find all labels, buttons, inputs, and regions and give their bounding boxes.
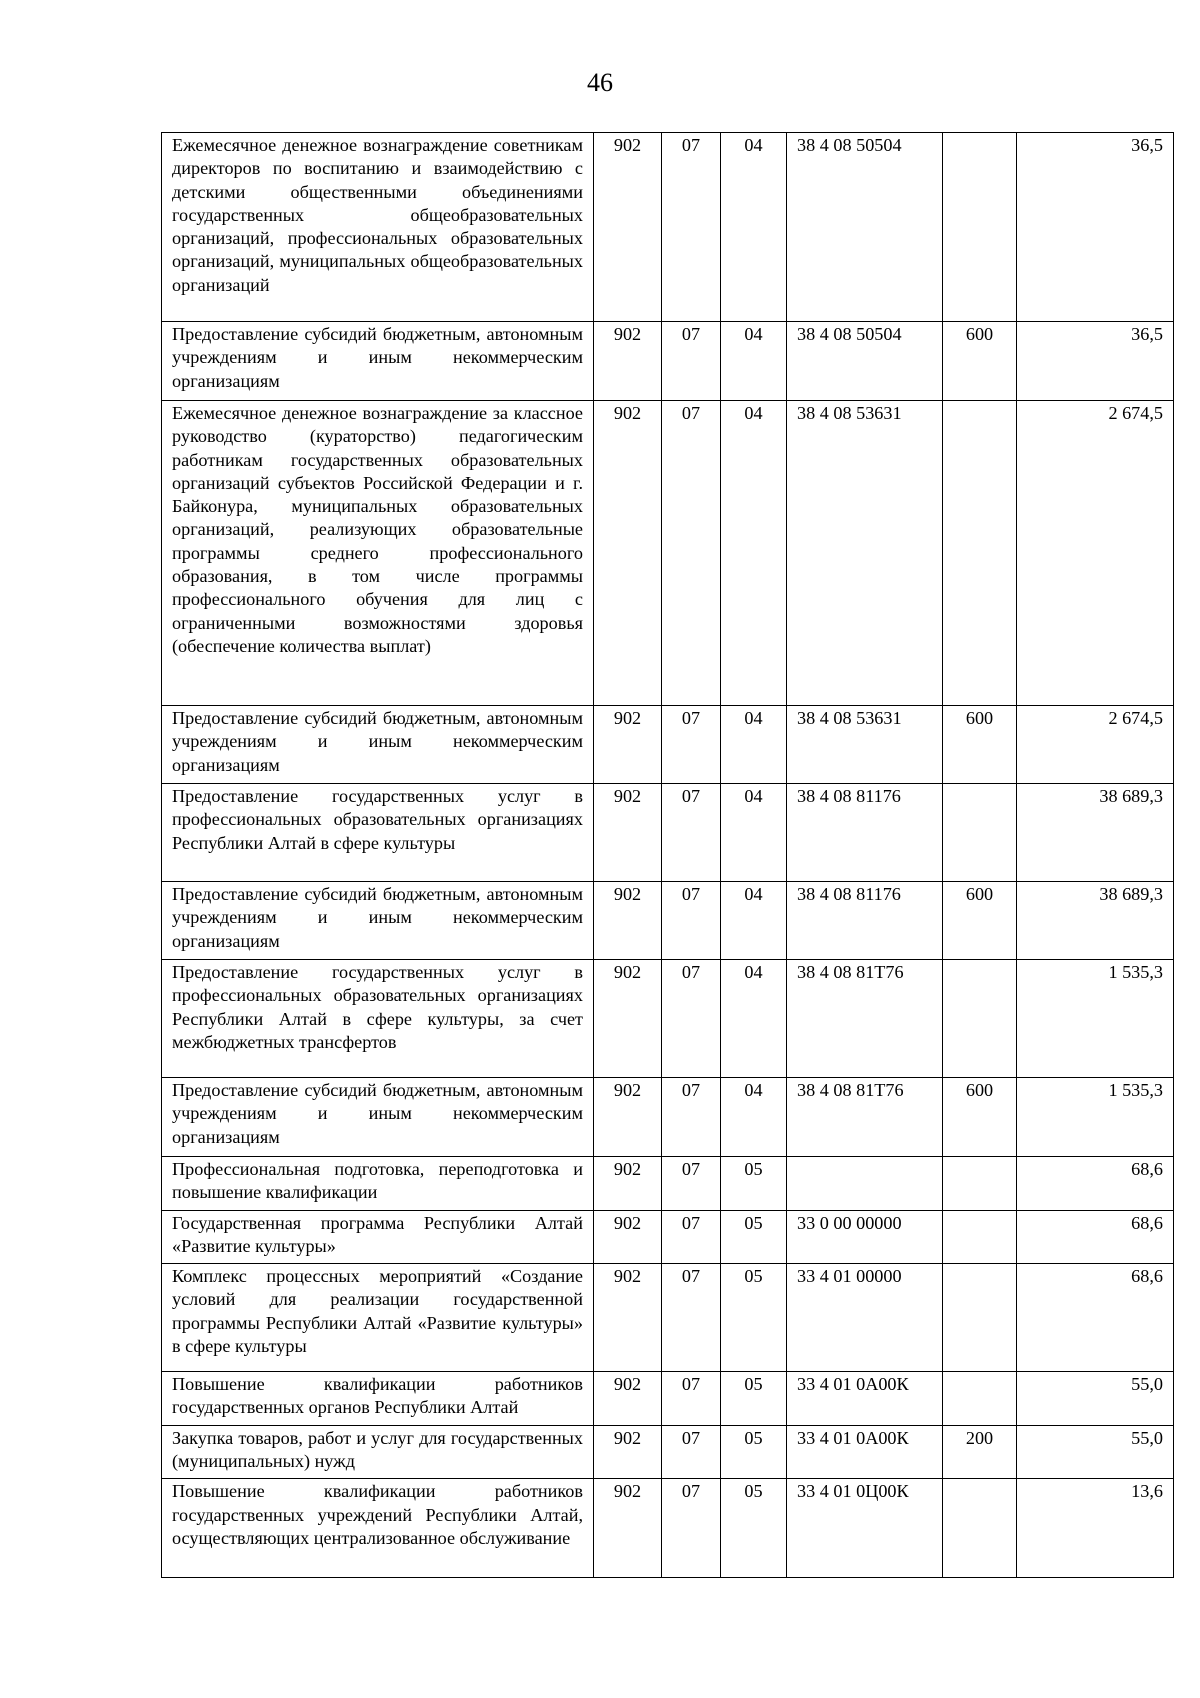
row-csr [787, 1157, 943, 1211]
row-rz: 07 [662, 706, 721, 784]
row-ved: 902 [594, 1157, 662, 1211]
row-name: Ежемесячное денежное вознаграждение советникам директоров по воспитанию и взаимодействию с детскими общественными объединениями государственных общеобразовательных организаций, профессиональных образовательных организаций, муниципальных общеобразовательных организаций [162, 133, 594, 322]
row-ved: 902 [594, 1372, 662, 1426]
row-csr: 33 4 01 0А00К [787, 1372, 943, 1426]
row-rz: 07 [662, 882, 721, 960]
row-csr: 38 4 08 50504 [787, 322, 943, 401]
row-vr [943, 1479, 1017, 1578]
row-name: Комплекс процессных мероприятий «Создание условий для реализации государственной программы Республики Алтай «Развитие культуры» в сфере культуры [162, 1264, 594, 1372]
row-rz: 07 [662, 1372, 721, 1426]
row-sum: 38 689,3 [1017, 784, 1174, 882]
table-row [162, 1425, 1174, 1479]
row-vr [943, 784, 1017, 882]
row-rz: 07 [662, 1078, 721, 1157]
table-row [162, 706, 1174, 784]
row-vr [943, 1157, 1017, 1211]
table-row [162, 1078, 1174, 1157]
row-sum: 68,6 [1017, 1210, 1174, 1264]
row-csr: 33 0 00 00000 [787, 1210, 943, 1264]
row-pr: 04 [721, 706, 787, 784]
table-row [162, 401, 1174, 706]
row-csr: 33 4 01 0Ц00К [787, 1479, 943, 1578]
row-csr: 38 4 08 81Т76 [787, 960, 943, 1078]
row-csr: 38 4 08 81176 [787, 882, 943, 960]
row-sum: 13,6 [1017, 1479, 1174, 1578]
row-sum: 38 689,3 [1017, 882, 1174, 960]
row-vr: 600 [943, 882, 1017, 960]
row-name: Предоставление субсидий бюджетным, автономным учреждениям и иным некоммерческим организациям [162, 706, 594, 784]
row-rz: 07 [662, 133, 721, 322]
row-rz: 07 [662, 1479, 721, 1578]
table-row [162, 882, 1174, 960]
row-pr: 05 [721, 1157, 787, 1211]
row-name: Профессиональная подготовка, переподготовка и повышение квалификации [162, 1157, 594, 1211]
row-name: Предоставление государственных услуг в профессиональных образовательных организациях Республики Алтай в сфере культуры [162, 784, 594, 882]
row-pr: 05 [721, 1210, 787, 1264]
row-ved: 902 [594, 1264, 662, 1372]
row-ved: 902 [594, 1479, 662, 1578]
row-pr: 04 [721, 401, 787, 706]
row-vr [943, 401, 1017, 706]
row-ved: 902 [594, 133, 662, 322]
row-ved: 902 [594, 401, 662, 706]
row-pr: 04 [721, 133, 787, 322]
row-vr [943, 1372, 1017, 1426]
row-name: Предоставление субсидий бюджетным, автономным учреждениям и иным некоммерческим организациям [162, 1078, 594, 1157]
table-row [162, 322, 1174, 401]
row-name: Закупка товаров, работ и услуг для государственных (муниципальных) нужд [162, 1425, 594, 1479]
row-ved: 902 [594, 1078, 662, 1157]
page-number: 46 [587, 68, 613, 97]
row-sum: 36,5 [1017, 322, 1174, 401]
table-row [162, 1157, 1174, 1211]
row-sum: 55,0 [1017, 1372, 1174, 1426]
row-pr: 05 [721, 1372, 787, 1426]
row-name: Повышение квалификации работников государственных органов Республики Алтай [162, 1372, 594, 1426]
row-vr: 200 [943, 1425, 1017, 1479]
row-name: Предоставление субсидий бюджетным, автономным учреждениям и иным некоммерческим организациям [162, 882, 594, 960]
row-pr: 04 [721, 960, 787, 1078]
row-csr: 33 4 01 0А00К [787, 1425, 943, 1479]
row-ved: 902 [594, 322, 662, 401]
row-vr [943, 1210, 1017, 1264]
row-sum: 68,6 [1017, 1157, 1174, 1211]
row-name: Государственная программа Республики Алтай «Развитие культуры» [162, 1210, 594, 1264]
row-rz: 07 [662, 322, 721, 401]
row-pr: 04 [721, 882, 787, 960]
row-sum: 68,6 [1017, 1264, 1174, 1372]
row-sum: 2 674,5 [1017, 401, 1174, 706]
row-ved: 902 [594, 882, 662, 960]
row-vr: 600 [943, 706, 1017, 784]
row-ved: 902 [594, 960, 662, 1078]
row-csr: 38 4 08 81Т76 [787, 1078, 943, 1157]
row-vr: 600 [943, 322, 1017, 401]
row-pr: 04 [721, 784, 787, 882]
row-name: Ежемесячное денежное вознаграждение за классное руководство (кураторство) педагогическим работникам государственных образовательных организаций субъектов Российской Федерации и г. Байконура, муниципальных образовательных организаций, реализующих образовательные программы среднего профессионального образования, в том числе программы профессионального обучения для лиц с ограниченными возможностями здоровья (обеспечение количества выплат) [162, 401, 594, 706]
row-vr [943, 133, 1017, 322]
row-rz: 07 [662, 960, 721, 1078]
row-rz: 07 [662, 1425, 721, 1479]
row-pr: 05 [721, 1479, 787, 1578]
row-vr [943, 960, 1017, 1078]
row-pr: 05 [721, 1264, 787, 1372]
row-sum: 1 535,3 [1017, 960, 1174, 1078]
table-row [162, 960, 1174, 1078]
table-row [162, 1264, 1174, 1372]
row-csr: 38 4 08 53631 [787, 401, 943, 706]
budget-table [161, 132, 1174, 1578]
row-ved: 902 [594, 784, 662, 882]
row-pr: 05 [721, 1425, 787, 1479]
row-sum: 2 674,5 [1017, 706, 1174, 784]
row-pr: 04 [721, 1078, 787, 1157]
row-name: Предоставление субсидий бюджетным, автономным учреждениям и иным некоммерческим организациям [162, 322, 594, 401]
row-pr: 04 [721, 322, 787, 401]
table-row [162, 1210, 1174, 1264]
row-ved: 902 [594, 706, 662, 784]
table-row [162, 1372, 1174, 1426]
row-vr: 600 [943, 1078, 1017, 1157]
row-csr: 38 4 08 50504 [787, 133, 943, 322]
row-sum: 36,5 [1017, 133, 1174, 322]
row-csr: 33 4 01 00000 [787, 1264, 943, 1372]
table-row [162, 1479, 1174, 1578]
row-rz: 07 [662, 1210, 721, 1264]
row-ved: 902 [594, 1425, 662, 1479]
row-ved: 902 [594, 1210, 662, 1264]
row-rz: 07 [662, 784, 721, 882]
row-vr [943, 1264, 1017, 1372]
table-row [162, 784, 1174, 882]
row-sum: 1 535,3 [1017, 1078, 1174, 1157]
row-name: Предоставление государственных услуг в профессиональных образовательных организациях Республики Алтай в сфере культуры, за счет межбюджетных трансфертов [162, 960, 594, 1078]
row-name: Повышение квалификации работников государственных учреждений Республики Алтай, осуществляющих централизованное обслуживание [162, 1479, 594, 1578]
row-csr: 38 4 08 81176 [787, 784, 943, 882]
table-row [162, 133, 1174, 322]
row-rz: 07 [662, 1157, 721, 1211]
row-rz: 07 [662, 401, 721, 706]
row-csr: 38 4 08 53631 [787, 706, 943, 784]
row-rz: 07 [662, 1264, 721, 1372]
row-sum: 55,0 [1017, 1425, 1174, 1479]
